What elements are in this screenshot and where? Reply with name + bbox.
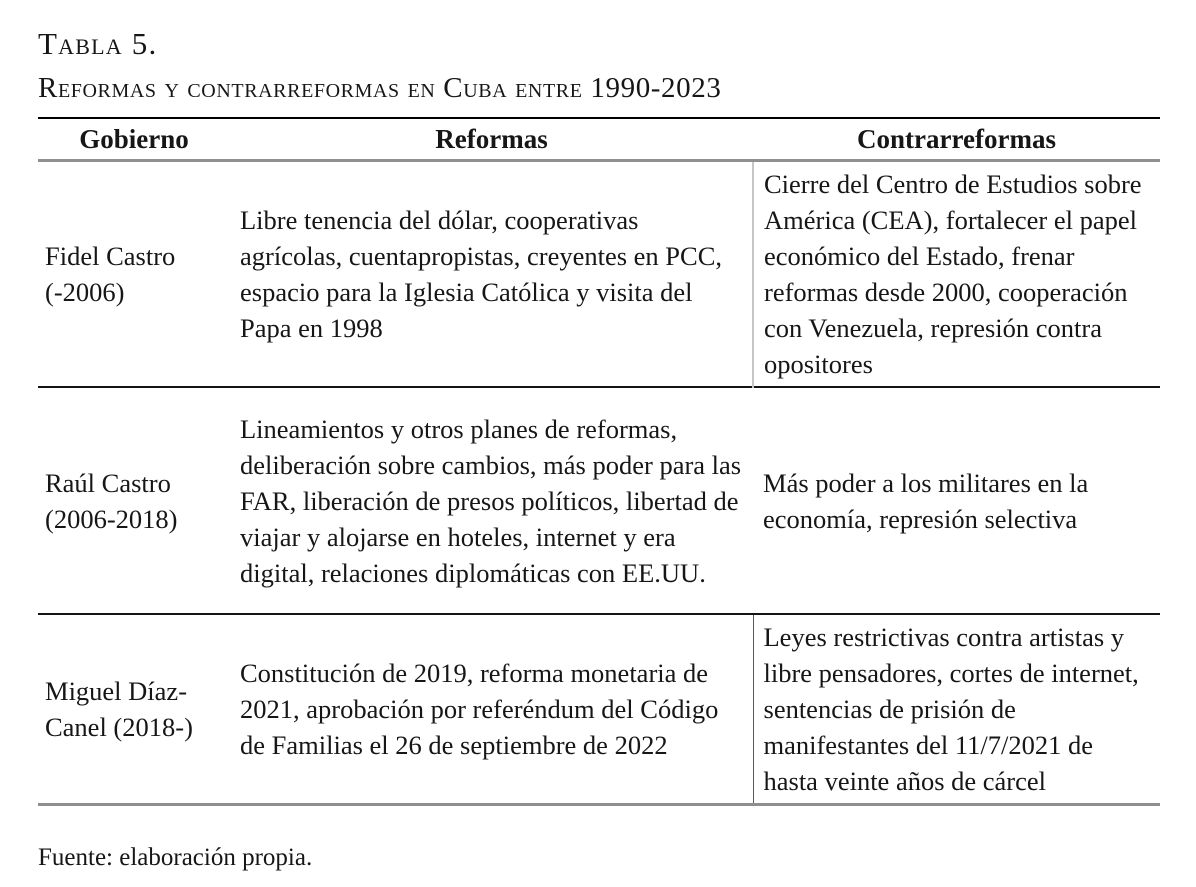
reforms-table bbox=[38, 117, 1160, 806]
cell-contrarreformas: Leyes restrictivas contra artistas y libre pensadores, cortes de internet, sentencias de prisión de manifestantes del 11/7/2021 de hasta veinte años de cárcel bbox=[753, 614, 1160, 805]
cell-gobierno: Raúl Castro (2006-2018) bbox=[38, 387, 230, 614]
cell-reformas: Libre tenencia del dólar, cooperativas agrícolas, cuentapropistas, creyentes en PCC, espacio para la Iglesia Católica y visita del Papa en 1998 bbox=[240, 205, 723, 343]
cell-reformas: Constitución de 2019, reforma monetaria de 2021, aprobación por referéndum del Código de Familias el 26 de septiembre de 2022 bbox=[230, 614, 753, 805]
table-header-row bbox=[38, 118, 1160, 161]
table-number: Tabla 5. bbox=[38, 26, 158, 61]
table-row-miguel-diaz-canel bbox=[38, 614, 1160, 805]
table-row-raul-castro bbox=[38, 387, 1160, 614]
column-header-reformas: Reformas bbox=[230, 118, 753, 161]
cell-contrarreformas: Cierre del Centro de Estudios sobre América (CEA), fortalecer el papel económico del Estado, frenar reformas desde 2000, cooperación con Venezuela, represión contra opositores bbox=[753, 161, 1160, 388]
cell-reformas: Lineamientos y otros planes de reformas, deliberación sobre cambios, más poder para las FAR, liberación de presos políticos, libertad de viajar y alojarse en hoteles, internet y era digital, relaciones diplomáticas con EE.UU. bbox=[230, 387, 753, 614]
table-row-fidel-castro bbox=[38, 161, 1160, 388]
source-note: Fuente: elaboración propia. bbox=[38, 844, 313, 871]
cell-gobierno: Miguel Díaz-Canel (2018-) bbox=[38, 614, 230, 805]
table-title: Reformas y contrarreformas en Cuba entre 1990-2023 bbox=[38, 72, 722, 104]
cell-contrarreformas: Más poder a los militares en la economía, represión selectiva bbox=[753, 387, 1160, 614]
column-header-gobierno: Gobierno bbox=[38, 118, 230, 161]
cell-gobierno: Fidel Castro (-2006) bbox=[45, 241, 176, 307]
column-header-contrarreformas: Contrarreformas bbox=[753, 118, 1160, 161]
